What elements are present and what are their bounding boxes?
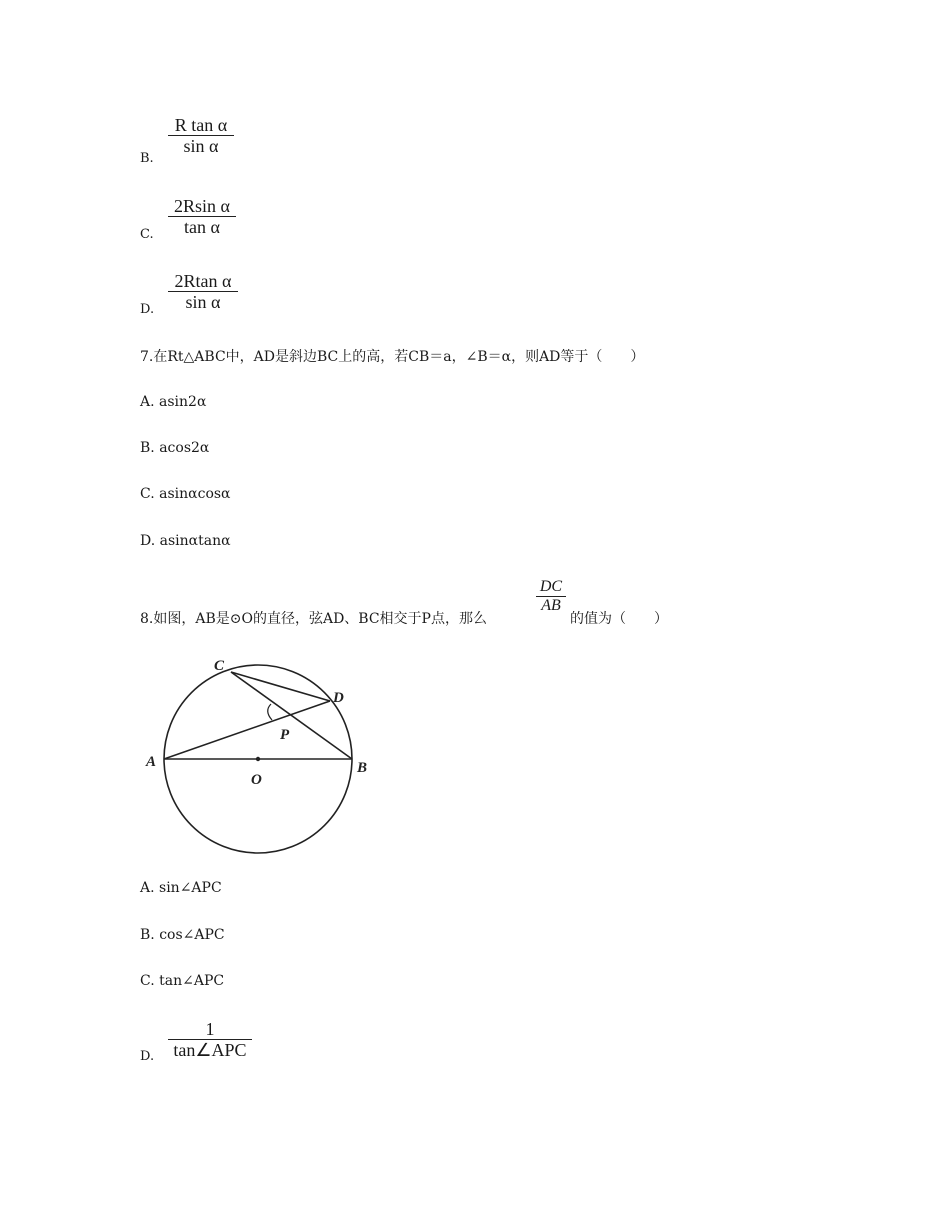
fraction-denominator: tan α: [184, 217, 220, 237]
q8-option-c: [140, 973, 224, 989]
fraction: [168, 196, 236, 237]
circle-geometry-figure: [140, 648, 380, 863]
option-label: D.: [140, 1049, 155, 1064]
q7-option-d: [140, 533, 231, 549]
chord-ad: [164, 701, 330, 759]
fraction: [168, 1019, 252, 1060]
q8-option-a: [140, 880, 222, 896]
fraction-numerator: 2Rsin α: [174, 196, 230, 216]
option-label: C.: [140, 486, 155, 502]
label-o: O: [251, 772, 262, 788]
chord-cb: [231, 672, 352, 759]
option-text: cos∠APC: [159, 927, 225, 943]
question-7-stem: 7.在Rt△ABC中，AD是斜边BC上的高，若CB＝a，∠B＝α，则AD等于（ ）: [140, 349, 645, 365]
label-p: P: [280, 727, 290, 743]
angle-apc-arc: [268, 704, 272, 720]
question-8-fraction: [536, 578, 566, 615]
fraction-numerator: R tan α: [174, 115, 228, 135]
label-c: C: [214, 658, 225, 674]
label-a: A: [146, 754, 157, 770]
fraction-numerator: 1: [205, 1019, 215, 1039]
fraction: [168, 115, 234, 156]
option-text: tan∠APC: [159, 973, 225, 989]
fraction: [168, 271, 238, 312]
option-text: asin2α: [159, 394, 207, 410]
option-text: sin∠APC: [159, 880, 222, 896]
fraction-numerator: 2Rtan α: [174, 271, 232, 291]
option-text: acos2α: [159, 440, 210, 456]
question-8-stem-start: 8.如图，AB是⊙O的直径，弦AD、BC相交于P点，那么: [140, 611, 487, 627]
q8-option-b: [140, 927, 225, 943]
option-label: C.: [140, 227, 154, 242]
center-point-o: [256, 757, 260, 761]
label-d: D: [333, 690, 344, 706]
option-label: A.: [140, 880, 155, 896]
option-text: asinαtanα: [159, 533, 231, 549]
option-label: B.: [140, 440, 155, 456]
segment-cd: [231, 672, 330, 701]
q7-option-c: [140, 486, 231, 502]
option-label: B.: [140, 927, 155, 943]
option-label: D.: [140, 533, 156, 549]
option-label: D.: [140, 302, 155, 317]
option-text: asinαcosα: [159, 486, 231, 502]
q7-option-a: [140, 394, 206, 410]
fraction-denominator: sin α: [185, 292, 221, 312]
fraction-denominator: AB: [541, 597, 561, 614]
fraction-denominator: tan∠APC: [173, 1040, 247, 1060]
q7-option-b: [140, 440, 209, 456]
option-label: C.: [140, 973, 155, 989]
label-b: B: [357, 760, 368, 776]
fraction-numerator: DC: [539, 578, 563, 595]
question-8-stem-end: 的值为（ ）: [570, 611, 668, 627]
option-label: A.: [140, 394, 155, 410]
fraction-denominator: sin α: [183, 136, 219, 156]
option-label: B.: [140, 151, 154, 166]
